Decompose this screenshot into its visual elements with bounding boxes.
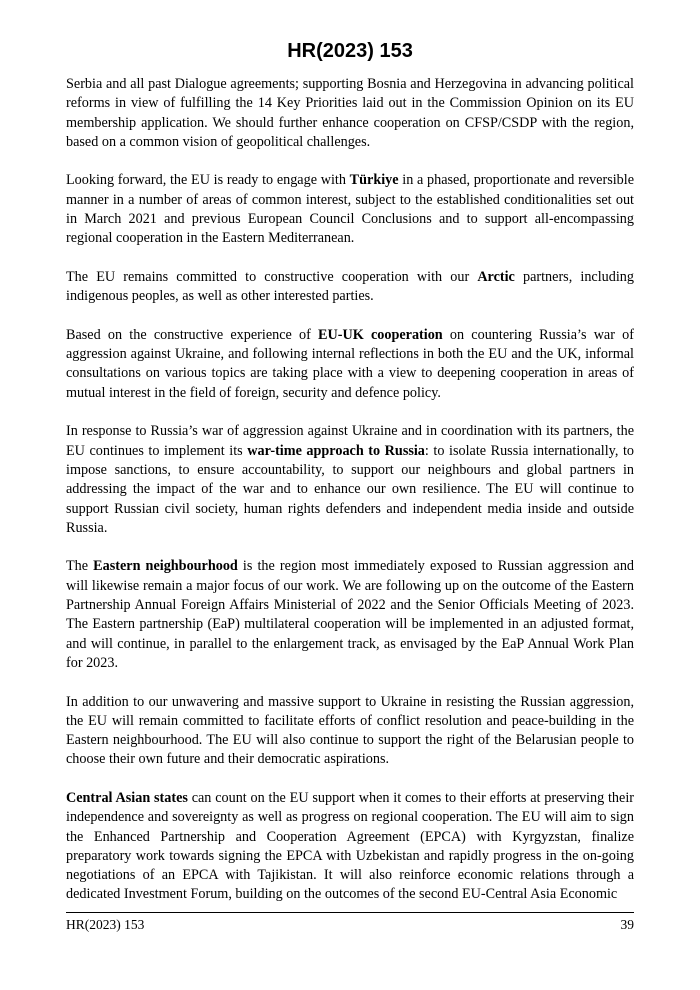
paragraph-text: Serbia and all past Dialogue agreements; supporting Bosnia and Herzegovina in advancing political reforms in view of fulfilling the 14 Key Priorities laid out in the Commission Opinion on its EU membership application. We should further enhance cooperation on CFSP/CSDP with the region, based on a common vision of geopolitical challenges.	[66, 76, 634, 150]
paragraph-text: : to isolate Russia internationally, to impose sanctions, to ensure accountability, to support our neighbours and global partners in addressing the impact of the war and to enhance our own resilience. The EU will continue to support Russian civil society, human rights defenders and independent media inside and outside Russia.	[66, 442, 634, 536]
document-body	[66, 75, 634, 924]
emphasis-eastern-neighbourhood: Eastern neighbourhood	[93, 558, 238, 575]
emphasis-turkiye: Türkiye	[349, 172, 399, 189]
footer-divider	[66, 912, 634, 913]
paragraph-text: partners, including indigenous peoples, as well as other interested parties.	[66, 268, 634, 305]
paragraph-central-asia	[66, 789, 634, 905]
emphasis-war-time-approach: war-time approach to Russia	[247, 442, 425, 459]
paragraph-text: in a phased, proportionate and reversible manner in a number of areas of common interest, subject to the established conditionalities set out in March 2021 and previous European Council Conclusions and to support all-encompassing regional cooperation in the Eastern Mediterranean.	[66, 172, 634, 247]
paragraph-russia	[66, 422, 634, 538]
paragraph-western-balkans	[66, 75, 634, 152]
paragraph-text: Based on the constructive experience of	[66, 326, 319, 343]
paragraph-eastern-neighbourhood	[66, 557, 634, 673]
paragraph-text: can count on the EU support when it comes to their efforts at preserving their independence and sovereignty as well as progress on regional cooperation. The EU will aim to sign the Enhanced Partnership and Cooperation Agreement (EPCA) with Kyrgyzstan, finalize preparatory work towards signing the EPCA with Uzbekistan and rapidly progress in the on-going negotiations of an EPCA with Tajikistan. It will also reinforce economic relations through a dedicated Investment Forum, building on the outcomes of the second EU-Central Asia Economic	[66, 789, 634, 903]
emphasis-central-asian-states: Central Asian states	[66, 789, 188, 806]
paragraph-text: In addition to our unwavering and massive support to Ukraine in resisting the Russian aggression, the EU will remain committed to facilitate efforts of conflict resolution and peace-building in the Eastern neighbourhood. The EU will also continue to support the right of the Belarusian people to choose their own future and their democratic aspirations.	[66, 693, 634, 768]
paragraph-text: on countering Russia’s war of aggression against Ukraine, and following internal reflections in both the EU and the UK, informal consultations on various topics are taking place with a view to deepening cooperation in areas of mutual interest in the field of foreign, security and defence policy.	[66, 326, 634, 401]
paragraph-turkiye	[66, 171, 634, 248]
page-header-title: HR(2023) 153	[287, 40, 413, 62]
paragraph-ukraine-support	[66, 693, 634, 770]
footer-document-reference: HR(2023) 153	[66, 917, 145, 932]
paragraph-text: In response to Russia’s war of aggression against Ukraine and in coordination with its partners, the EU continues to implement its	[66, 423, 634, 459]
paragraph-text: The EU remains committed to constructive cooperation with our	[66, 268, 478, 285]
footer-page-number: 39	[620, 917, 634, 932]
paragraph-arctic	[66, 268, 634, 307]
emphasis-eu-uk-cooperation: EU-UK cooperation	[318, 326, 443, 343]
paragraph-text: The	[66, 558, 94, 575]
paragraph-text: Looking forward, the EU is ready to engage with	[66, 172, 350, 189]
emphasis-arctic: Arctic	[477, 268, 515, 285]
paragraph-text: is the region most immediately exposed to Russian aggression and will likewise remain a major focus of our work. We are following up on the outcome of the Eastern Partnership Annual Foreign Affairs Ministerial of 2022 and the Senior Officials Meeting of 2023. The Eastern partnership (EaP) multilateral cooperation will be implemented in an adjusted format, and will continue, in parallel to the enlargement track, as envisaged by the EaP Annual Work Plan for 2023.	[66, 558, 635, 671]
page-footer	[66, 916, 634, 934]
paragraph-eu-uk	[66, 326, 634, 403]
